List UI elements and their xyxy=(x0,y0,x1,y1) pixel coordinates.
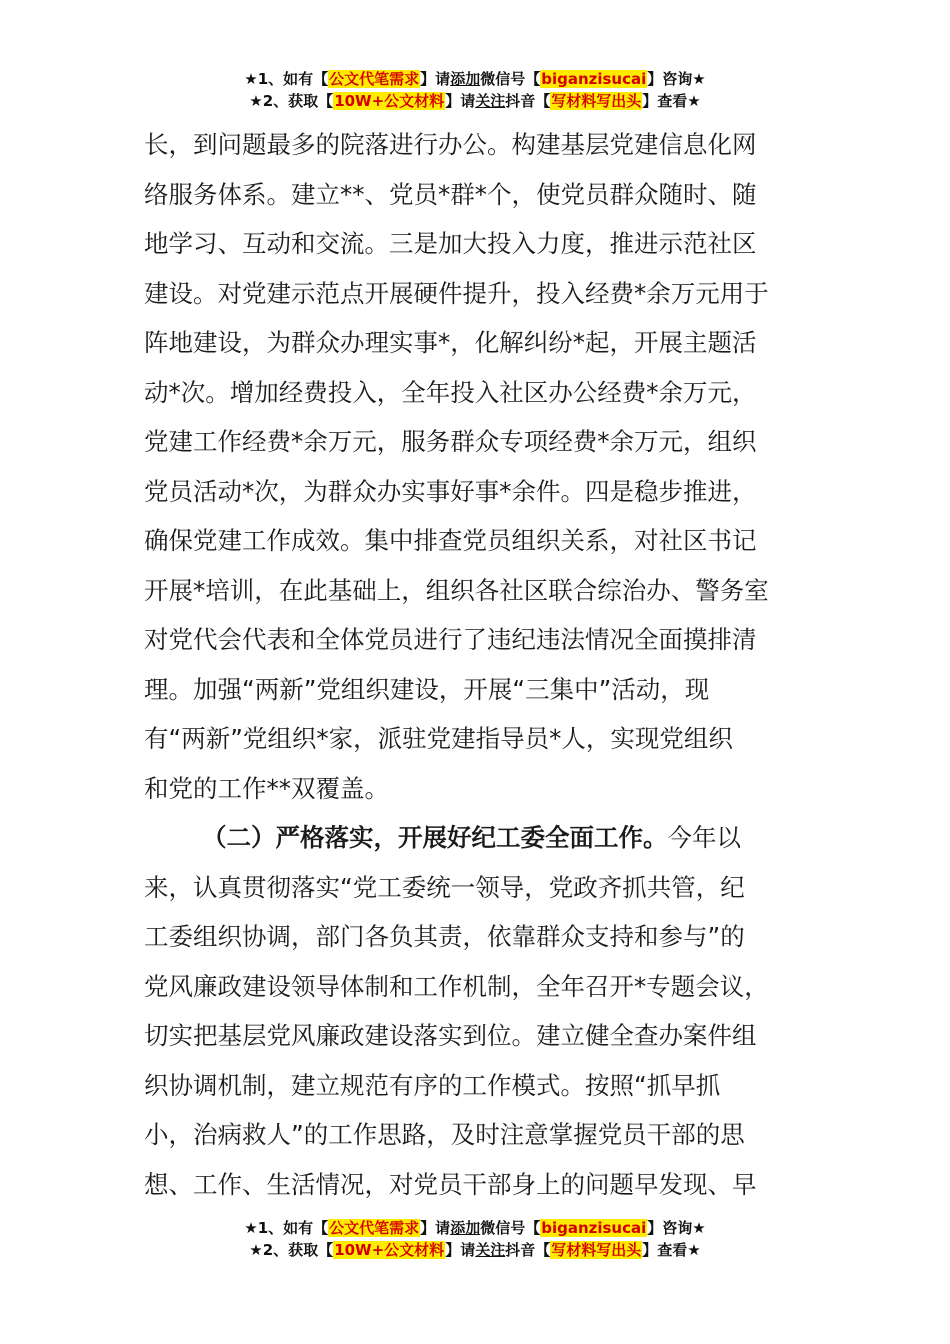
body-line: 来，认真贯彻落实“党工委统一领导，党政齐抓共管，纪 xyxy=(144,872,745,902)
body-line: 和党的工作**双覆盖。 xyxy=(144,773,389,803)
body-line: 小，治病救人”的工作思路，及时注意掌握党员干部的思 xyxy=(144,1120,745,1149)
notice-line-2: ★2、获取【10W+公文材料】请关注抖音【写材料写出头】查看★ xyxy=(249,92,701,110)
body-line: 开展*培训，在此基础上，组织各社区联合综治办、警务室 xyxy=(144,575,769,605)
body-line: 想、工作、生活情况，对党员干部身上的问题早发现、早 xyxy=(144,1169,757,1199)
highlight-ghostwriting: 公文代笔需求 xyxy=(329,1219,420,1237)
body-line: 理。加强“两新”党组织建设，开展“三集中”活动，现 xyxy=(144,674,710,704)
body-line: 织协调机制，建立规范有序的工作模式。按照“抓早抓 xyxy=(144,1070,721,1100)
highlight-douyin: 写材料写出头 xyxy=(551,1241,642,1259)
section-heading: （二）严格落实，开展好纪工委全面工作。 xyxy=(202,823,668,852)
body-line: 确保党建工作成效。集中排查党员组织关系，对社区书记 xyxy=(144,526,757,555)
notice-line-2: ★2、获取【10W+公文材料】请关注抖音【写材料写出头】查看★ xyxy=(249,1241,701,1259)
highlight-wechat-id: biganzisucai xyxy=(541,70,647,88)
body-line: 阵地建设，为群众办理实事*，化解纠纷*起，开展主题活 xyxy=(144,328,757,357)
highlight-wechat-id: biganzisucai xyxy=(541,1219,647,1237)
body-line: 动*次。增加经费投入，全年投入社区办公经费*余万元， xyxy=(144,377,757,407)
body-line: 建设。对党建示范点开展硬件提升，投入经费*余万元用于 xyxy=(144,278,769,308)
notice-line-1: ★1、如有【公文代笔需求】请添加微信号【biganzisucai】咨询★ xyxy=(244,1219,706,1237)
section-heading-line: （二）严格落实，开展好纪工委全面工作。今年以 xyxy=(202,823,741,852)
body-line: 络服务体系。建立**、党员*群*个，使党员群众随时、随 xyxy=(144,179,757,209)
body-line: 长，到问题最多的院落进行办公。构建基层党建信息化网 xyxy=(144,130,757,159)
header-notice xyxy=(0,68,950,112)
body-line: 工委组织协调，部门各负其责，依靠群众支持和参与”的 xyxy=(144,922,745,951)
notice-line-1: ★1、如有【公文代笔需求】请添加微信号【biganzisucai】咨询★ xyxy=(244,70,706,88)
body-line: 地学习、互动和交流。三是加大投入力度，推进示范社区 xyxy=(144,229,757,258)
highlight-ghostwriting: 公文代笔需求 xyxy=(329,70,420,88)
highlight-materials: 10W+公文材料 xyxy=(334,92,445,110)
highlight-materials: 10W+公文材料 xyxy=(334,1241,445,1259)
document-body xyxy=(144,120,814,1209)
body-line: 党建工作经费*余万元，服务群众专项经费*余万元，组织 xyxy=(144,427,757,456)
body-line: 对党代会代表和全体党员进行了违纪违法情况全面摸排清 xyxy=(144,625,757,654)
body-line: 党员活动*次，为群众办实事好事*余件。四是稳步推进， xyxy=(144,476,757,506)
footer-notice xyxy=(0,1217,950,1261)
body-line: 有“两新”党组织*家，派驻党建指导员*人，实现党组织 xyxy=(144,724,733,753)
highlight-douyin: 写材料写出头 xyxy=(551,92,642,110)
body-line: 切实把基层党风廉政建设落实到位。建立健全查办案件组 xyxy=(144,1021,757,1050)
body-line: 党风廉政建设领导体制和工作机制，全年召开*专题会议， xyxy=(144,971,769,1001)
